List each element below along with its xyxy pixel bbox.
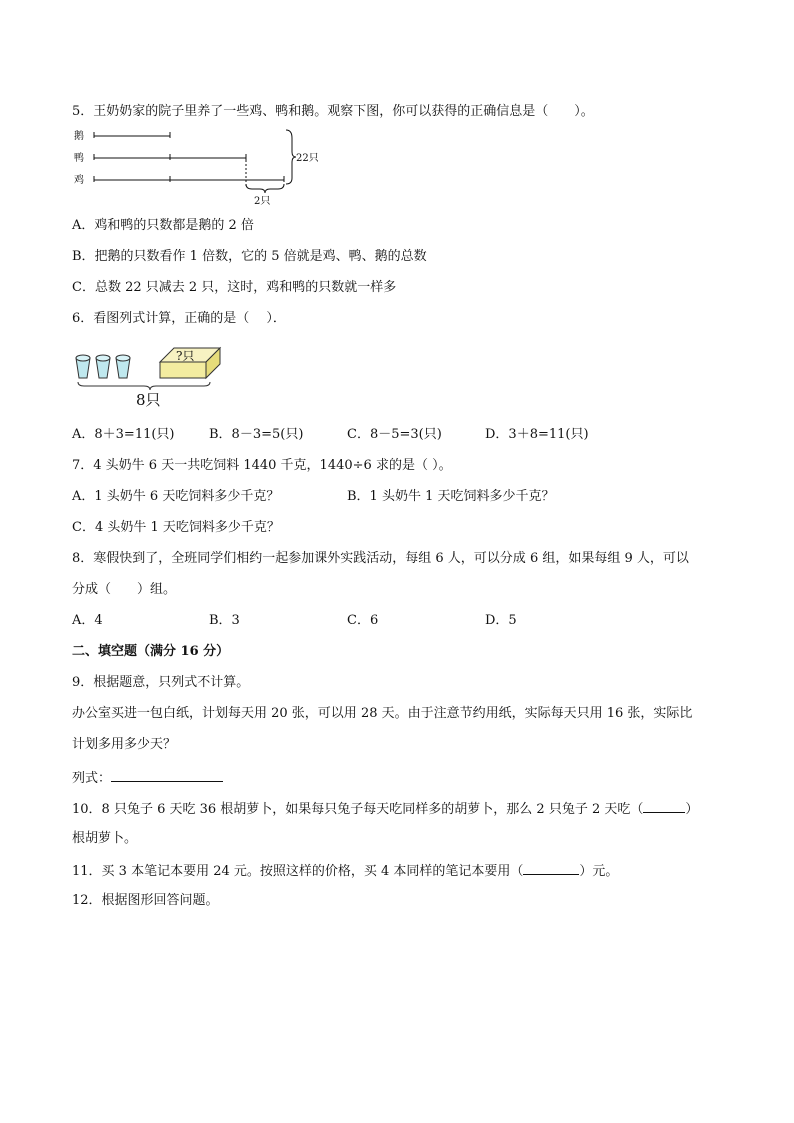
q8-option-a: A．4 — [72, 613, 103, 628]
q6-option-d: D．3＋8=11(只) — [485, 427, 589, 442]
q5-option-a: A．鸡和鸭的只数都是鹅的 2 倍 — [72, 218, 254, 233]
q11-stem — [72, 861, 618, 881]
q10-answer-blank[interactable] — [643, 799, 685, 813]
q8-stem-line1: 8．寒假快到了，全班同学们相约一起参加课外实践活动，每组 6 人，可以分成 6 组，如果每组 9 人，可以 — [72, 551, 689, 566]
q5-segment-diagram — [72, 126, 342, 208]
q8-stem-line2: 分成（ ）组。 — [72, 582, 177, 597]
box-label: ?只 — [176, 349, 195, 363]
label-goose: 鹅 — [74, 131, 84, 142]
q7-option-b: B．1 头奶牛 1 天吃饲料多少千克？ — [347, 489, 555, 504]
q7-option-a: A．1 头奶牛 6 天吃饲料多少千克？ — [72, 489, 280, 504]
q10-stem-text: 10．8 只兔子 6 天吃 36 根胡萝卜，如果每只兔子每天吃同样多的胡萝卜，那么 2 只兔子 2 天吃（ — [72, 802, 644, 817]
section-title-fill-in: 二、填空题（满分 16 分） — [72, 644, 230, 659]
q5-option-b: B．把鹅的只数看作 1 倍数，它的 5 倍就是鸡、鸭、鹅的总数 — [72, 249, 427, 264]
q10-stem — [72, 799, 698, 819]
q5-stem: 5．王奶奶家的院子里养了一些鸡、鸭和鹅。观察下图，你可以获得的正确信息是（ ）。 — [72, 104, 594, 119]
q6-option-b: B．8－3=5(只) — [209, 427, 304, 442]
total-label: 8只 — [136, 391, 161, 409]
q10-stem-close: ） — [685, 802, 699, 817]
label-duck: 鸭 — [74, 153, 84, 164]
q10-line2: 根胡萝卜。 — [72, 831, 138, 846]
q11-answer-blank[interactable] — [523, 861, 579, 875]
q9-answer-label: 列式： — [72, 771, 112, 786]
q6-option-c: C．8－5=3(只) — [347, 427, 442, 442]
q7-stem: 7．4 头奶牛 6 天一共吃饲料 1440 千克，1440÷6 求的是（ ）。 — [72, 458, 452, 473]
label-chicken: 鸡 — [74, 175, 84, 186]
q7-option-c: C．4 头奶牛 1 天吃饲料多少千克？ — [72, 520, 280, 535]
q11-stem-close: ）元。 — [579, 864, 619, 879]
q9-body-line2: 计划多用多少天？ — [72, 737, 177, 752]
q9-answer-blank[interactable] — [111, 768, 223, 782]
q11-stem-text: 11．买 3 本笔记本要用 24 元。按照这样的价格，买 4 本同样的笔记本要用（ — [72, 864, 524, 879]
q8-option-c: C．6 — [347, 613, 379, 628]
q12-stem: 12．根据图形回答问题。 — [72, 893, 219, 908]
total-label: 22只 — [296, 153, 319, 164]
q9-stem: 9．根据题意，只列式不计算。 — [72, 675, 250, 690]
q8-option-d: D．5 — [485, 613, 517, 628]
total-brace — [286, 130, 296, 184]
diff-label: 2只 — [254, 196, 271, 207]
q8-option-b: B．3 — [209, 613, 240, 628]
q9-answer-row — [72, 768, 223, 788]
q6-option-a: A．8＋3=11(只) — [72, 427, 175, 442]
q6-stem: 6．看图列式计算，正确的是（ ）． — [72, 311, 286, 326]
q5-option-c: C．总数 22 只减去 2 只，这时，鸡和鸭的只数就一样多 — [72, 280, 397, 295]
total-brace — [78, 382, 210, 390]
diff-brace — [246, 184, 284, 193]
q9-body-line1: 办公室买进一包白纸，计划每天用 20 张，可以用 28 天。由于注意节约用纸，实际每天只用 16 张，实际比 — [72, 706, 693, 721]
q6-picture — [72, 342, 252, 410]
